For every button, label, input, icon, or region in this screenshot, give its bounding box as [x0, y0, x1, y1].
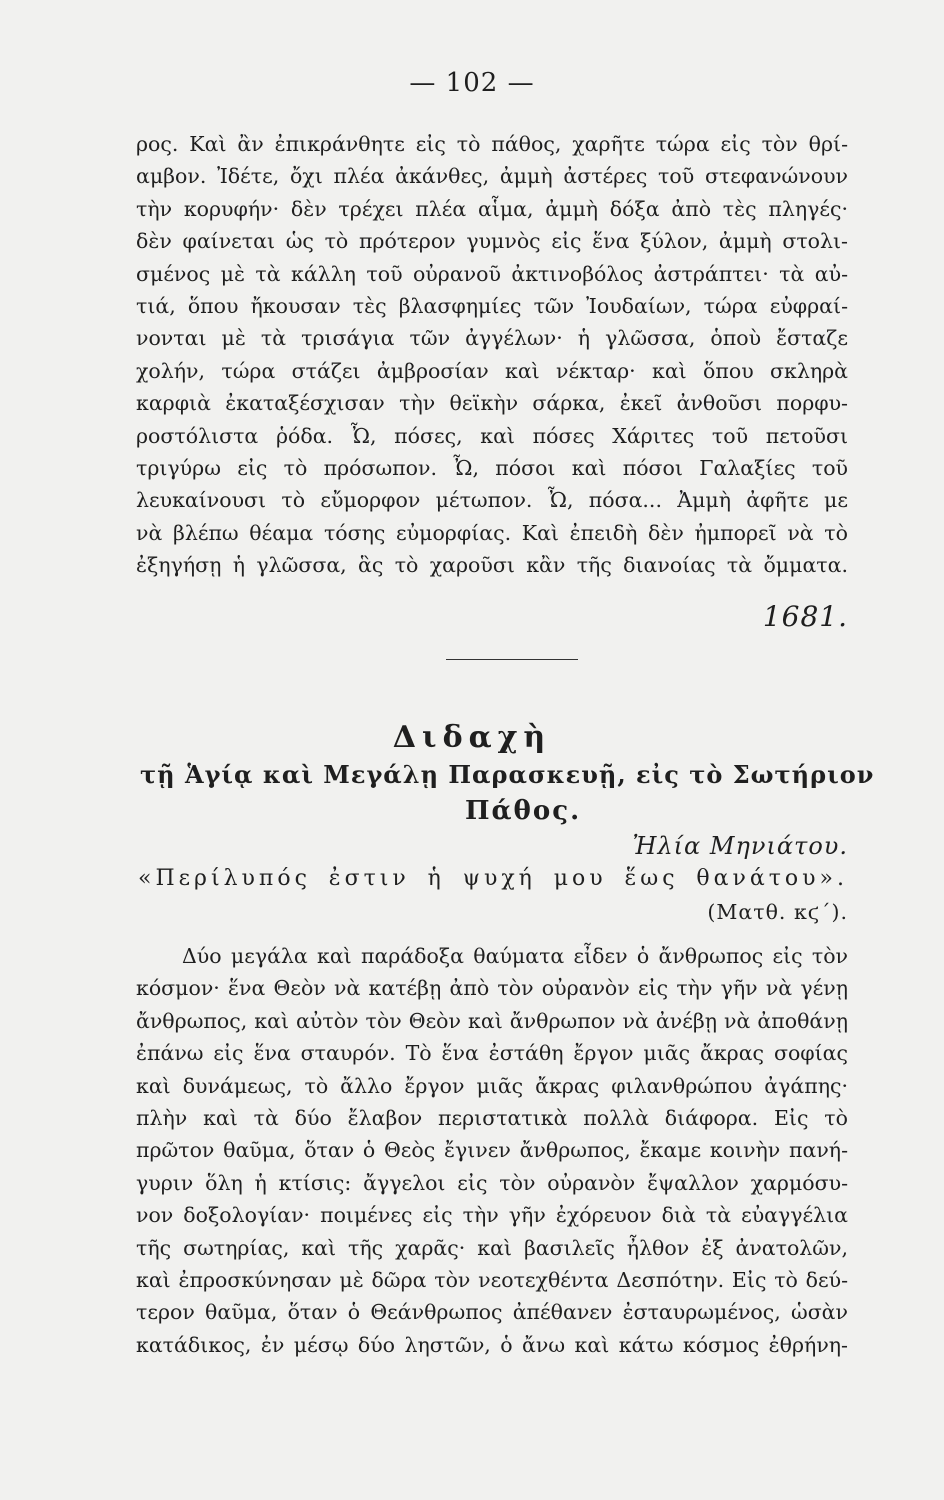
year: 1681.	[762, 600, 848, 633]
text-line: τριγύρω εἰς τὸ πρόσωπον. Ὦ, πόσοι καὶ πόσοι Γαλαξίες τοῦ	[136, 455, 848, 480]
text-line: σμένος μὲ τὰ κάλλη τοῦ οὐρανοῦ ἀκτινοβόλος ἀστράπτει· τὰ αὐ-	[136, 261, 848, 286]
text-line: ἐπάνω εἰς ἕνα σταυρόν. Τὸ ἕνα ἐστάθη ἔργον μιᾶς ἄκρας σοφίας	[136, 1041, 848, 1066]
text-line: χολήν, τώρα στάζει ἀμβροσίαν καὶ νέκταρ· καὶ ὅπου σκληρὰ	[136, 358, 848, 383]
page-number: — 102 —	[409, 68, 535, 98]
text-line: τερον θαῦμα, ὅταν ὁ Θεάνθρωπος ἀπέθανεν ἐσταυρωμένος, ὡσὰν	[136, 1300, 848, 1325]
epigraph: «Περίλυπός ἐστιν ἡ ψυχή μου ἕως θανάτου».	[138, 866, 848, 891]
text-line: ρος. Καὶ ἂν ἐπικράνθητε εἰς τὸ πάθος, χαρῆτε τώρα εἰς τὸν θρί-	[136, 132, 848, 156]
text-line: ἐξηγήσῃ ἡ γλῶσσα, ἃς τὸ χαροῦσι κἂν τῆς διανοίας τὰ ὄμματα.	[136, 553, 848, 578]
text-line: νονται μὲ τὰ τρισάγια τῶν ἀγγέλων· ἡ γλῶσσα, ὁποὺ ἔσταζε	[136, 326, 848, 351]
text-line: Δύο μεγάλα καὶ παράδοξα θαύματα εἶδεν ὁ ἄνθρωπος εἰς τὸν	[182, 944, 848, 968]
text-line: ἄνθρωπος, καὶ αὐτὸν τὸν Θεὸν καὶ ἄνθρωπον νὰ ἀνέβῃ νὰ ἀποθάνῃ	[136, 1008, 848, 1033]
text-line: κατάδικος, ἐν μέσῳ δύο ληστῶν, ὁ ἄνω καὶ κάτω κόσμος ἐθρήνη-	[136, 1332, 848, 1357]
paragraph-2	[136, 940, 848, 1361]
epigraph-reference: (Ματθ. κϛ΄).	[707, 900, 848, 924]
paragraph-1	[136, 128, 848, 581]
text-line: νὰ βλέπω θέαμα τόσης εὐμορφίας. Καὶ ἐπειδὴ δὲν ἠμπορεῖ νὰ τὸ	[136, 520, 848, 545]
text-line: καὶ δυνάμεως, τὸ ἄλλο ἔργον μιᾶς ἄκρας φιλανθρώπου ἀγάπης·	[136, 1073, 848, 1098]
text-line: τὴν κορυφήν· δὲν τρέχει πλέα αἷμα, ἀμμὴ δόξα ἀπὸ τὲς πληγές·	[136, 196, 848, 221]
sermon-subtitle-line-1: τῇ Ἁγίᾳ καὶ Μεγάλῃ Παρασκευῇ, εἰς τὸ Σωτήριον	[140, 760, 875, 789]
text-line: λευκαίνουσι τὸ εὔμορφον μέτωπον. Ὦ, πόσα... Ἀμμὴ ἀφῆτε με	[136, 488, 848, 513]
sermon-subtitle-line-2: Πάθος.	[465, 796, 582, 826]
text-line: νον δοξολογίαν· ποιμένες εἰς τὴν γῆν ἐχόρευον διὰ τὰ εὐαγγέλια	[136, 1203, 848, 1228]
year-line	[0, 600, 848, 633]
text-line: αμβον. Ἰδέτε, ὄχι πλέα ἀκάνθες, ἀμμὴ ἀστέρες τοῦ στεφανώνουν	[136, 164, 848, 189]
section-divider	[446, 659, 578, 660]
author: Ἠλία Μηνιάτου.	[632, 832, 848, 860]
text-line: καρφιὰ ἐκαταξέσχισαν τὴν θεϊκὴν σάρκα, ἐκεῖ ἀνθοῦσι πορφυ-	[136, 391, 848, 416]
text-line: γυριν ὅλη ἡ κτίσις: ἄγγελοι εἰς τὸν οὐρανὸν ἔψαλλον χαρμόσυ-	[136, 1170, 848, 1195]
text-line: ροστόλιστα ῥόδα. Ὦ, πόσες, καὶ πόσες Χάριτες τοῦ πετοῦσι	[136, 423, 848, 448]
sermon-title: Διδαχὴ	[392, 720, 552, 755]
text-line: πρῶτον θαῦμα, ὅταν ὁ Θεὸς ἔγινεν ἄνθρωπος, ἔκαμε κοινὴν πανή-	[136, 1138, 848, 1163]
text-line: πλὴν καὶ τὰ δύο ἔλαβον περιστατικὰ πολλὰ διάφορα. Εἰς τὸ	[136, 1105, 848, 1130]
text-line: κόσμον· ἕνα Θεὸν νὰ κατέβῃ ἀπὸ τὸν οὐρανὸν εἰς τὴν γῆν νὰ γένῃ	[136, 976, 848, 1001]
text-line: τιά, ὅπου ἤκουσαν τὲς βλασφημίες τῶν Ἰουδαίων, τώρα εὐφραί-	[136, 293, 848, 318]
text-line: δὲν φαίνεται ὡς τὸ πρότερον γυμνὸς εἰς ἕνα ξύλον, ἀμμὴ στολι-	[136, 229, 848, 254]
text-line: τῆς σωτηρίας, καὶ τῆς χαρᾶς· καὶ βασιλεῖς ἦλθον ἐξ ἀνατολῶν,	[136, 1235, 848, 1260]
text-line: καὶ ἐπροσκύνησαν μὲ δῶρα τὸν νεοτεχθέντα Δεσπότην. Εἰς τὸ δεύ-	[136, 1267, 848, 1292]
